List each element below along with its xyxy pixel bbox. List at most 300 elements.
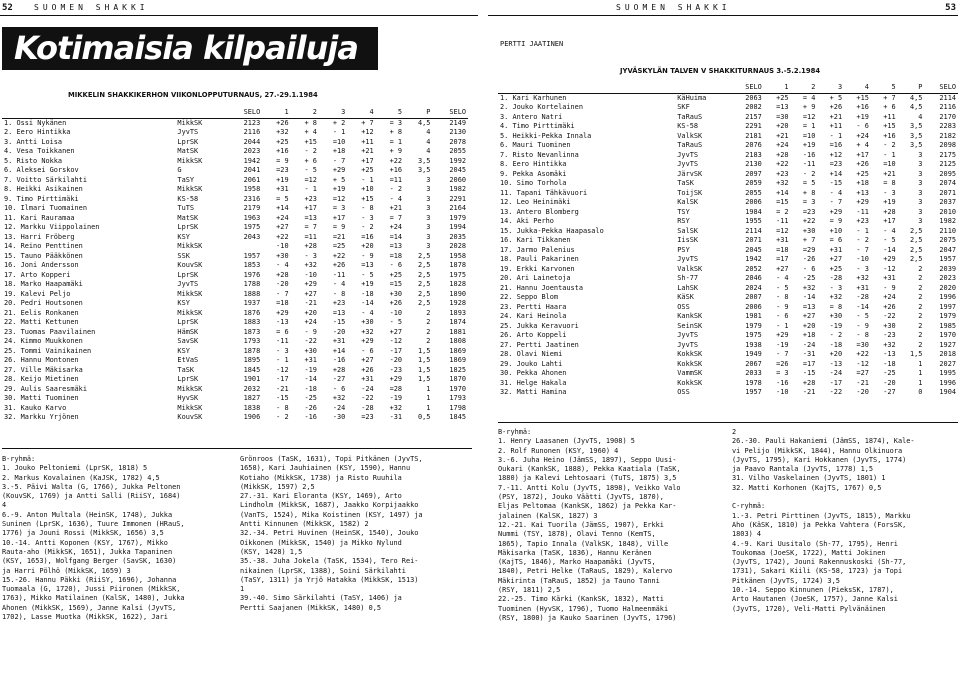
score-cell: 1890 bbox=[449, 289, 466, 298]
score-cell: - 2 bbox=[883, 141, 896, 149]
club: TaSK bbox=[677, 179, 694, 187]
score-cell: 3 bbox=[426, 213, 431, 222]
table-row bbox=[2, 214, 468, 224]
player-name: 7. Voitto Särkilahti bbox=[4, 175, 87, 184]
score-cell: - 3 bbox=[856, 264, 869, 273]
player-name: 29. Aulis Saaresmäki bbox=[4, 384, 87, 393]
score-cell: =16 bbox=[361, 232, 374, 241]
table-row bbox=[498, 179, 958, 189]
table-row bbox=[498, 293, 958, 303]
score-cell: +28 bbox=[883, 207, 896, 216]
table-row bbox=[2, 385, 468, 395]
score-cell: -28 bbox=[829, 274, 843, 282]
score-cell: =13 bbox=[389, 242, 403, 250]
score-cell: 1838 bbox=[243, 403, 261, 412]
table-row bbox=[498, 379, 958, 389]
score-cell: 1958 bbox=[449, 251, 466, 260]
score-cell: +27 bbox=[389, 327, 403, 336]
score-cell: + 6 bbox=[304, 156, 317, 165]
score-cell: +31 bbox=[276, 185, 289, 193]
club: JärvSK bbox=[677, 169, 703, 178]
table-row bbox=[498, 274, 958, 284]
score-cell: + 6 bbox=[883, 103, 896, 111]
score-cell: +26 bbox=[276, 118, 289, 127]
score-cell: 2157 bbox=[745, 112, 762, 121]
score-cell: 2130 bbox=[745, 160, 762, 168]
club: ValkSK bbox=[677, 264, 703, 273]
score-cell: 2110 bbox=[939, 226, 956, 235]
score-cell: + 9 bbox=[389, 147, 403, 155]
club: MikkSK bbox=[177, 156, 203, 165]
score-cell: 3 bbox=[426, 175, 431, 184]
score-cell: +27 bbox=[304, 289, 317, 298]
col-header: 1 bbox=[784, 83, 789, 91]
score-cell: +14 bbox=[276, 204, 289, 212]
score-cell: +32 bbox=[389, 403, 403, 412]
table-row bbox=[498, 170, 958, 180]
score-cell: + 9 bbox=[802, 103, 816, 111]
score-cell: +20 bbox=[304, 308, 317, 317]
score-cell: 1888 bbox=[243, 289, 261, 298]
player-name: 2. Eero Hintikka bbox=[4, 128, 71, 136]
score-cell: - 9 bbox=[856, 321, 869, 330]
score-cell: 1942 bbox=[243, 156, 261, 165]
score-cell: +24 bbox=[389, 223, 403, 231]
score-cell: - 7 bbox=[856, 245, 869, 254]
score-cell: 2060 bbox=[449, 175, 466, 184]
score-cell: 2046 bbox=[745, 274, 762, 282]
table-row bbox=[2, 337, 468, 347]
score-cell: + 8 bbox=[802, 188, 816, 197]
score-cell: +22 bbox=[856, 350, 869, 358]
score-cell: +15 bbox=[856, 93, 869, 102]
score-cell: 2181 bbox=[745, 131, 762, 140]
score-cell: -31 bbox=[802, 350, 816, 358]
score-cell: +19 bbox=[276, 175, 289, 184]
table-row bbox=[2, 318, 468, 328]
score-cell: =17 bbox=[802, 359, 816, 368]
right-table-bottom-rule bbox=[498, 422, 958, 423]
score-cell: 2,5 bbox=[417, 289, 431, 298]
score-cell: =14 bbox=[389, 232, 403, 241]
score-cell: -27 bbox=[332, 375, 346, 383]
score-cell: - 6 bbox=[856, 122, 869, 130]
score-cell: =18 bbox=[389, 251, 403, 260]
score-cell: + 2 bbox=[332, 118, 346, 127]
score-cell: -18 bbox=[829, 340, 843, 349]
score-cell: 2024 bbox=[745, 283, 762, 292]
score-cell: - 7 bbox=[776, 350, 789, 358]
club: LprSK bbox=[177, 223, 199, 231]
score-cell: 1938 bbox=[745, 340, 762, 349]
table-row bbox=[2, 261, 468, 271]
club: ToijSK bbox=[677, 188, 703, 197]
score-cell: +31 bbox=[883, 274, 896, 282]
score-cell: +32 bbox=[361, 327, 374, 336]
score-cell: 2 bbox=[426, 308, 431, 317]
right-standings-table bbox=[498, 83, 958, 398]
score-cell: =23 bbox=[829, 160, 843, 168]
club: LprSK bbox=[177, 375, 199, 383]
score-cell: =10 bbox=[802, 131, 816, 140]
col-header: SELO bbox=[939, 83, 956, 91]
score-cell: +25 bbox=[856, 169, 869, 178]
score-cell: +18 bbox=[856, 179, 869, 187]
club: Sh-77 bbox=[677, 274, 699, 282]
score-cell: - 5 bbox=[389, 318, 403, 326]
score-cell: 2037 bbox=[939, 198, 956, 206]
score-cell: +24 bbox=[304, 318, 317, 326]
score-cell: 1957 bbox=[745, 388, 762, 396]
score-cell: -11 bbox=[776, 217, 789, 225]
score-cell: +30 bbox=[883, 321, 896, 330]
score-cell: +24 bbox=[276, 213, 289, 222]
score-cell: 2041 bbox=[243, 166, 261, 174]
player-name: 8. Eero Hintikka bbox=[500, 160, 567, 168]
score-cell: -13 bbox=[829, 359, 843, 368]
score-cell: +20 bbox=[361, 242, 374, 250]
score-cell: 1906 bbox=[243, 413, 261, 421]
score-cell: +22 bbox=[389, 156, 403, 165]
score-cell: 2067 bbox=[745, 359, 762, 368]
club: TaSK bbox=[177, 365, 195, 374]
score-cell: 2,5 bbox=[909, 226, 923, 235]
score-cell: 1793 bbox=[243, 337, 261, 345]
score-cell: 1996 bbox=[939, 293, 956, 301]
table-row bbox=[2, 118, 468, 128]
score-cell: -26 bbox=[802, 255, 816, 263]
player-name: 1. Kari Karhunen bbox=[500, 93, 567, 102]
score-cell: -27 bbox=[883, 388, 896, 396]
score-cell: =16 bbox=[829, 141, 843, 149]
score-cell: 1895 bbox=[243, 356, 261, 364]
score-cell: -14 bbox=[304, 375, 317, 383]
score-cell: - 8 bbox=[856, 331, 869, 339]
score-cell: -16 bbox=[304, 413, 317, 421]
player-name: 22. Matti Kettunen bbox=[4, 318, 79, 326]
score-cell: +32 bbox=[883, 340, 896, 349]
player-name: 10. Ilmari Tuomainen bbox=[4, 204, 87, 212]
score-cell: 3 bbox=[426, 185, 431, 193]
score-cell: - 2 bbox=[856, 236, 869, 244]
col-header: 2 bbox=[811, 83, 816, 91]
score-cell: -15 bbox=[802, 369, 816, 377]
club: MatSK bbox=[177, 147, 199, 155]
score-cell: +27 bbox=[361, 356, 374, 364]
score-cell: +25 bbox=[276, 137, 289, 146]
club: KSY bbox=[177, 232, 190, 241]
score-cell: +19 bbox=[856, 112, 869, 121]
score-cell: = 3 bbox=[802, 198, 816, 206]
player-name: 24. Kimmo Muukkonen bbox=[4, 337, 83, 345]
score-cell: - 5 bbox=[304, 166, 317, 174]
score-cell: +28 bbox=[332, 365, 346, 374]
score-cell: 2 bbox=[918, 321, 923, 330]
player-name: 1. Ossi Nykänen bbox=[4, 118, 67, 127]
right-b-c-group-text: 2 26.-30. Pauli Hakaniemi (JämSS, 1874), Kale- vi Pelijo (MikkSK, 1844), Hannu Olkinuora (JyvTS, 1795), Kari Hokkanen (JyvTS, 1774) ja Paavo Rantala (JyvTS, 1778) 1,5 31. Vilho Vaskelainen (JyvTS, 1801) 1 32. Matti Korhonen (KajTS, 1767) 0,5 C-ryhmä: 1.-3. Petri Pirttinen (JyvTS, 1815), Markku Aho (KäSK, 1810) ja Pekka Vahtera (ForsSK, 1803) 4 4.-9. Kari Uusitalo (Sh-77, 1795), Henri Toukomaa (JoeSK, 1722), Matti Jokinen (JyvTS, 1742), Jouni Rakennuskoski (Sh-77, 1731), Sakari Kiili (KS-58, 1723) ja Topi Pitkänen (JyvTS, 1724) 3,5 10.-14. Seppo Kinnunen (PieksSK, 1787), Arto Hautanen (JoeSK, 1757), Janne Kalsi (JyvTS, 1720), Veli-Matti Pylvänäinen bbox=[732, 428, 915, 613]
score-cell: +25 bbox=[829, 264, 843, 273]
player-name: 23. Pertti Haara bbox=[500, 302, 567, 311]
score-cell: +30 bbox=[304, 346, 317, 355]
player-name: 5. Heikki-Pekka Innala bbox=[500, 131, 592, 140]
score-cell: 2291 bbox=[745, 122, 762, 130]
score-cell: 3 bbox=[918, 198, 923, 206]
score-cell: - 3 bbox=[829, 283, 843, 292]
score-cell: 2 bbox=[918, 302, 923, 311]
left-page-number: 52 bbox=[2, 3, 13, 13]
score-cell: +30 bbox=[389, 289, 403, 298]
score-cell: 1825 bbox=[449, 365, 466, 374]
score-cell: +23 bbox=[776, 169, 789, 178]
score-cell: =12 bbox=[776, 226, 789, 235]
col-header: SELO bbox=[449, 108, 466, 116]
score-cell: 3 bbox=[426, 232, 431, 241]
score-cell: -22 bbox=[304, 337, 317, 345]
table-row bbox=[498, 141, 958, 151]
score-cell: - 1 bbox=[829, 131, 843, 140]
score-cell: 3,5 bbox=[909, 141, 923, 149]
player-name: 7. Risto Nevanlinna bbox=[500, 150, 579, 159]
col-header: 3 bbox=[837, 83, 843, 91]
score-cell: +29 bbox=[389, 375, 403, 383]
table-row bbox=[498, 103, 958, 113]
player-name: 32. Matti Hamina bbox=[500, 388, 567, 396]
table-row bbox=[2, 394, 468, 404]
score-cell: +23 bbox=[856, 217, 869, 225]
club: OSS bbox=[677, 388, 690, 396]
club: JyvTS bbox=[177, 128, 199, 136]
club: SSK bbox=[177, 251, 190, 260]
score-cell: +20 bbox=[829, 350, 843, 358]
score-cell: 1985 bbox=[939, 321, 956, 330]
club: KankSK bbox=[677, 312, 703, 320]
right-running-head: SUOMEN SHAKKI bbox=[616, 3, 731, 12]
player-name: 16. Joni Andersson bbox=[4, 261, 79, 269]
club: KäHuima bbox=[677, 93, 707, 102]
left-table-bottom-rule bbox=[2, 448, 472, 449]
left-running-head: SUOMEN SHAKKI bbox=[34, 3, 149, 12]
table-row bbox=[498, 369, 958, 379]
score-cell: -15 bbox=[332, 318, 346, 326]
col-header: SELO bbox=[745, 83, 762, 91]
score-cell: +22 bbox=[802, 217, 816, 225]
score-cell: =26 bbox=[776, 359, 789, 368]
score-cell: =10 bbox=[883, 160, 896, 168]
score-cell: +29 bbox=[856, 198, 869, 206]
score-cell: +18 bbox=[802, 331, 816, 339]
score-cell: - 2 bbox=[389, 185, 403, 193]
score-cell: 2071 bbox=[939, 188, 956, 197]
score-cell: 1979 bbox=[939, 312, 956, 320]
score-cell: = 7 bbox=[389, 213, 403, 222]
score-cell: 3,5 bbox=[909, 131, 923, 140]
score-cell: +11 bbox=[361, 137, 374, 146]
player-name: 27. Ville Mäkisarka bbox=[4, 365, 83, 374]
score-cell: 1893 bbox=[449, 308, 466, 317]
score-cell: - 4 bbox=[829, 188, 843, 197]
banner-title: Kotimaisia kilpailuja bbox=[2, 27, 378, 70]
club: JyvTS bbox=[677, 340, 699, 349]
table-row bbox=[498, 122, 958, 132]
score-cell: 1970 bbox=[449, 384, 466, 393]
score-cell: +16 bbox=[389, 166, 403, 174]
score-cell: +31 bbox=[776, 236, 789, 244]
score-cell: 4 bbox=[426, 147, 431, 155]
club: HyvSK bbox=[177, 394, 199, 402]
score-cell: -10 bbox=[856, 255, 869, 263]
score-cell: - 5 bbox=[856, 312, 869, 320]
score-cell: -24 bbox=[332, 403, 346, 412]
score-cell: 1957 bbox=[243, 251, 261, 260]
table-row bbox=[2, 375, 468, 385]
score-cell: 1 bbox=[918, 359, 923, 368]
score-cell: =18 bbox=[276, 299, 289, 307]
score-cell: 1845 bbox=[243, 365, 261, 374]
score-cell: 3,5 bbox=[417, 156, 431, 165]
score-cell: +23 bbox=[304, 194, 317, 203]
score-cell: -21 bbox=[276, 384, 289, 393]
score-cell: -17 bbox=[276, 375, 289, 383]
score-cell: 1,5 bbox=[417, 346, 431, 355]
score-cell: = 4 bbox=[802, 93, 816, 102]
score-cell: +26 bbox=[361, 365, 374, 374]
table-row bbox=[498, 303, 958, 313]
score-cell: =13 bbox=[361, 261, 374, 269]
score-cell: = 2 bbox=[776, 207, 789, 216]
player-name: 14. Aki Perho bbox=[500, 217, 554, 225]
score-cell: +29 bbox=[361, 337, 374, 345]
score-cell: 3 bbox=[426, 242, 431, 250]
club: MikkSK bbox=[177, 118, 203, 127]
score-cell: 2007 bbox=[745, 293, 762, 301]
score-cell: 1808 bbox=[449, 337, 466, 345]
score-cell: +12 bbox=[361, 128, 374, 136]
club: LprSK bbox=[177, 270, 199, 279]
score-cell: +31 bbox=[361, 375, 374, 383]
player-name: 16. Kari Tikkanen bbox=[500, 236, 571, 244]
score-cell: +19 bbox=[361, 280, 374, 288]
score-cell: - 4 bbox=[776, 274, 789, 282]
score-cell: 1901 bbox=[243, 375, 261, 383]
table-row bbox=[498, 198, 958, 208]
score-cell: 1,5 bbox=[417, 365, 431, 374]
right-page-number: 53 bbox=[945, 3, 956, 13]
table-row bbox=[498, 227, 958, 237]
club: MikkSK bbox=[177, 384, 203, 393]
score-cell: 1976 bbox=[243, 270, 261, 279]
score-cell: +21 bbox=[883, 169, 896, 178]
col-header: 4 bbox=[369, 108, 374, 116]
score-cell: 3 bbox=[918, 160, 923, 168]
score-cell: -12 bbox=[883, 264, 896, 273]
score-cell: 3 bbox=[426, 204, 431, 212]
score-cell: +32 bbox=[776, 179, 789, 187]
player-name: 26. Arto Koppeli bbox=[500, 331, 567, 339]
score-cell: +32 bbox=[332, 394, 346, 402]
score-cell: 2032 bbox=[243, 384, 261, 393]
score-cell: 2045 bbox=[449, 166, 466, 174]
score-cell: 2 bbox=[426, 318, 431, 326]
score-cell: +29 bbox=[829, 207, 843, 216]
table-row bbox=[2, 347, 468, 357]
score-cell: 3 bbox=[918, 179, 923, 187]
score-cell: -25 bbox=[304, 394, 317, 402]
score-cell: 2,5 bbox=[417, 251, 431, 260]
score-cell: +32 bbox=[276, 128, 289, 136]
score-cell: = 3 bbox=[389, 118, 403, 127]
score-cell: +18 bbox=[332, 147, 346, 155]
score-cell: 2116 bbox=[939, 103, 956, 111]
col-header: P bbox=[426, 108, 431, 116]
score-cell: +10 bbox=[361, 185, 374, 193]
score-cell: = 7 bbox=[304, 223, 317, 231]
table-row bbox=[498, 236, 958, 246]
score-cell: = 3 bbox=[332, 204, 346, 212]
score-cell: - 4 bbox=[883, 226, 896, 235]
club: JyvTS bbox=[677, 160, 699, 168]
table-row bbox=[2, 328, 468, 338]
club: TuTS bbox=[177, 204, 195, 212]
score-cell: +20 bbox=[776, 122, 789, 130]
score-cell: -21 bbox=[856, 378, 869, 387]
score-cell: + 4 bbox=[304, 128, 317, 136]
score-cell: 2023 bbox=[243, 147, 261, 155]
score-cell: +27 bbox=[776, 264, 789, 273]
score-cell: - 2 bbox=[829, 331, 843, 339]
score-cell: +24 bbox=[776, 141, 789, 149]
score-cell: +31 bbox=[829, 245, 843, 254]
score-cell: -21 bbox=[304, 299, 317, 307]
score-cell: 2291 bbox=[449, 194, 466, 203]
score-cell: -20 bbox=[389, 356, 403, 364]
score-cell: +32 bbox=[802, 283, 816, 292]
score-cell: +21 bbox=[776, 131, 789, 140]
table-row bbox=[498, 132, 958, 142]
table-row bbox=[498, 208, 958, 218]
score-cell: -24 bbox=[802, 340, 816, 349]
score-cell: +30 bbox=[802, 226, 816, 235]
table-row bbox=[2, 413, 468, 423]
score-cell: 1995 bbox=[939, 369, 956, 377]
score-cell: 2006 bbox=[745, 302, 762, 311]
score-cell: +32 bbox=[829, 293, 843, 301]
score-cell: +12 bbox=[829, 150, 843, 159]
score-cell: 2035 bbox=[449, 232, 466, 241]
score-cell: - 8 bbox=[776, 293, 789, 301]
score-cell: =13 bbox=[332, 308, 346, 317]
club: LahSK bbox=[677, 283, 699, 292]
score-cell: + 5 bbox=[829, 93, 843, 102]
score-cell: =10 bbox=[332, 137, 346, 146]
score-cell: +17 bbox=[856, 150, 869, 159]
score-cell: 2 bbox=[426, 337, 431, 345]
score-cell: 1970 bbox=[939, 331, 956, 339]
score-cell: +30 bbox=[361, 318, 374, 326]
score-cell: -21 bbox=[802, 388, 816, 396]
score-cell: - 9 bbox=[776, 302, 789, 311]
score-cell: -16 bbox=[802, 150, 816, 159]
score-cell: +32 bbox=[856, 274, 869, 282]
score-cell: 2043 bbox=[243, 232, 261, 241]
player-name: 10. Simo Torhola bbox=[500, 179, 567, 187]
score-cell: +31 bbox=[856, 283, 869, 292]
player-name: 12. Leo Heinimäki bbox=[500, 198, 571, 206]
score-cell: - 2 bbox=[304, 147, 317, 155]
score-cell: +26 bbox=[332, 261, 346, 269]
score-cell: -23 bbox=[883, 331, 896, 339]
club: KokkSK bbox=[677, 359, 703, 368]
table-row bbox=[498, 388, 958, 398]
